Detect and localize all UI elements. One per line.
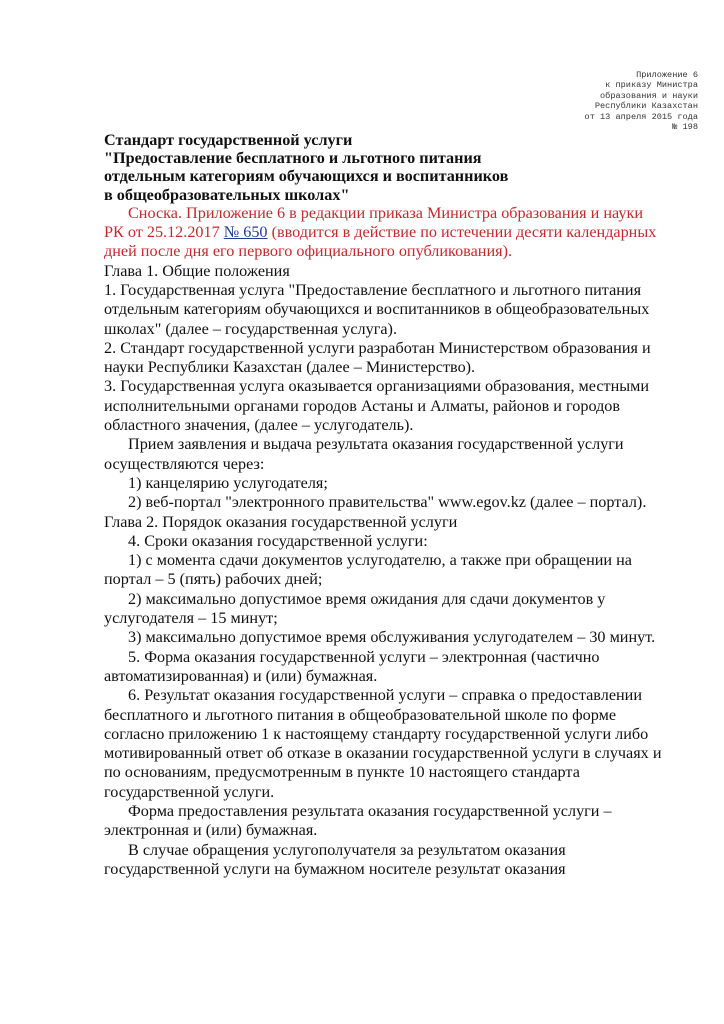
chapter-2-heading: Глава 2. Порядок оказания государственной услуги <box>104 512 458 531</box>
appendix-line: к приказу Министра <box>605 80 698 91</box>
title-line: "Предоставление бесплатного и льготного питания <box>104 149 482 168</box>
appendix-line: от 13 апреля 2015 года <box>584 111 698 122</box>
paragraph-4-item-1: 1) с момента сдачи документов услугодателю, а также при обращении на портал – 5 (пять) рабочих дней; <box>104 551 632 589</box>
paragraph-4-item-2: 2) максимально допустимое время ожидания для сдачи документов у услугодателя – 15 минут; <box>104 589 606 628</box>
order-link[interactable]: № 650 <box>223 223 268 242</box>
appendix-line: № 198 <box>672 122 698 133</box>
title-line: в общеобразовательных школах" <box>104 185 350 204</box>
appendix-line: Республики Казахстан <box>594 101 698 112</box>
footnote-text-end: (вводится в действие по истечении десяти календарных дней после дня его первого официального опубликования). <box>104 223 657 261</box>
appendix-header <box>585 70 698 132</box>
paragraph-3-reception: Прием заявления и выдача результата оказания государственной услуги осуществляются через: <box>104 435 624 473</box>
paragraph-5: 5. Форма оказания государственной услуги – электронная (частично автоматизированная) и (или) бумажная. <box>104 647 600 685</box>
paragraph-4-item-3: 3) максимально допустимое время обслуживания услугодателем – 30 минут. <box>128 628 656 647</box>
chapter-1-heading: Глава 1. Общие положения <box>104 261 290 280</box>
paragraph-6: 6. Результат оказания государственной услуги – справка о предоставлении бесплатного и льготного питания в общеобразовательной школе по форме согласно приложению 1 к настоящему стандарту государственной услуги либо мотивированный ответ об отказе в оказании государственной услуги в случаях и по основаниям, предусмотренным в пункте 10 настоящего стандарта государственной услуги. <box>104 686 662 801</box>
paragraph-6-form: Форма предоставления результата оказания государственной услуги – электронная и (или) бумажная. <box>104 802 612 840</box>
document-title <box>104 131 664 204</box>
appendix-line: образования и науки <box>600 90 698 101</box>
paragraph-2: 2. Стандарт государственной услуги разработан Министерством образования и науки Республики Казахстан (далее – Министерство). <box>104 338 651 377</box>
paragraph-3-item-1: 1) канцелярию услугодателя; <box>128 473 328 492</box>
paragraph-1: 1. Государственная услуга "Предоставление бесплатного и льготного питания отдельным категориям обучающихся и воспитанников в общеобразовательных школах" (далее – государственная услуга). <box>104 281 650 338</box>
paragraph-6-paper: В случае обращения услугополучателя за результатом оказания государственной услуги на бумажном носителе результат оказания <box>104 840 566 878</box>
footnote <box>104 204 664 262</box>
paragraph-4: 4. Сроки оказания государственной услуги: <box>128 531 428 550</box>
title-line: отдельным категориям обучающихся и воспитанников <box>104 167 509 186</box>
paragraph-3: 3. Государственная услуга оказывается организациями образования, местными исполнительными органами городов Астаны и Алматы, районов и городов областного значения, (далее – услугодатель). <box>104 377 650 435</box>
title-line: Стандарт государственной услуги <box>104 131 353 149</box>
appendix-line: Приложение 6 <box>636 70 698 80</box>
footnote-text: Сноска. Приложение 6 в редакции приказа Министра образования и науки РК от 25.12.2017 <box>104 203 643 242</box>
document-content <box>104 131 664 879</box>
paragraph-3-item-2: 2) веб-портал "электронного правительства" www.egov.kz (далее – портал). <box>128 493 647 512</box>
